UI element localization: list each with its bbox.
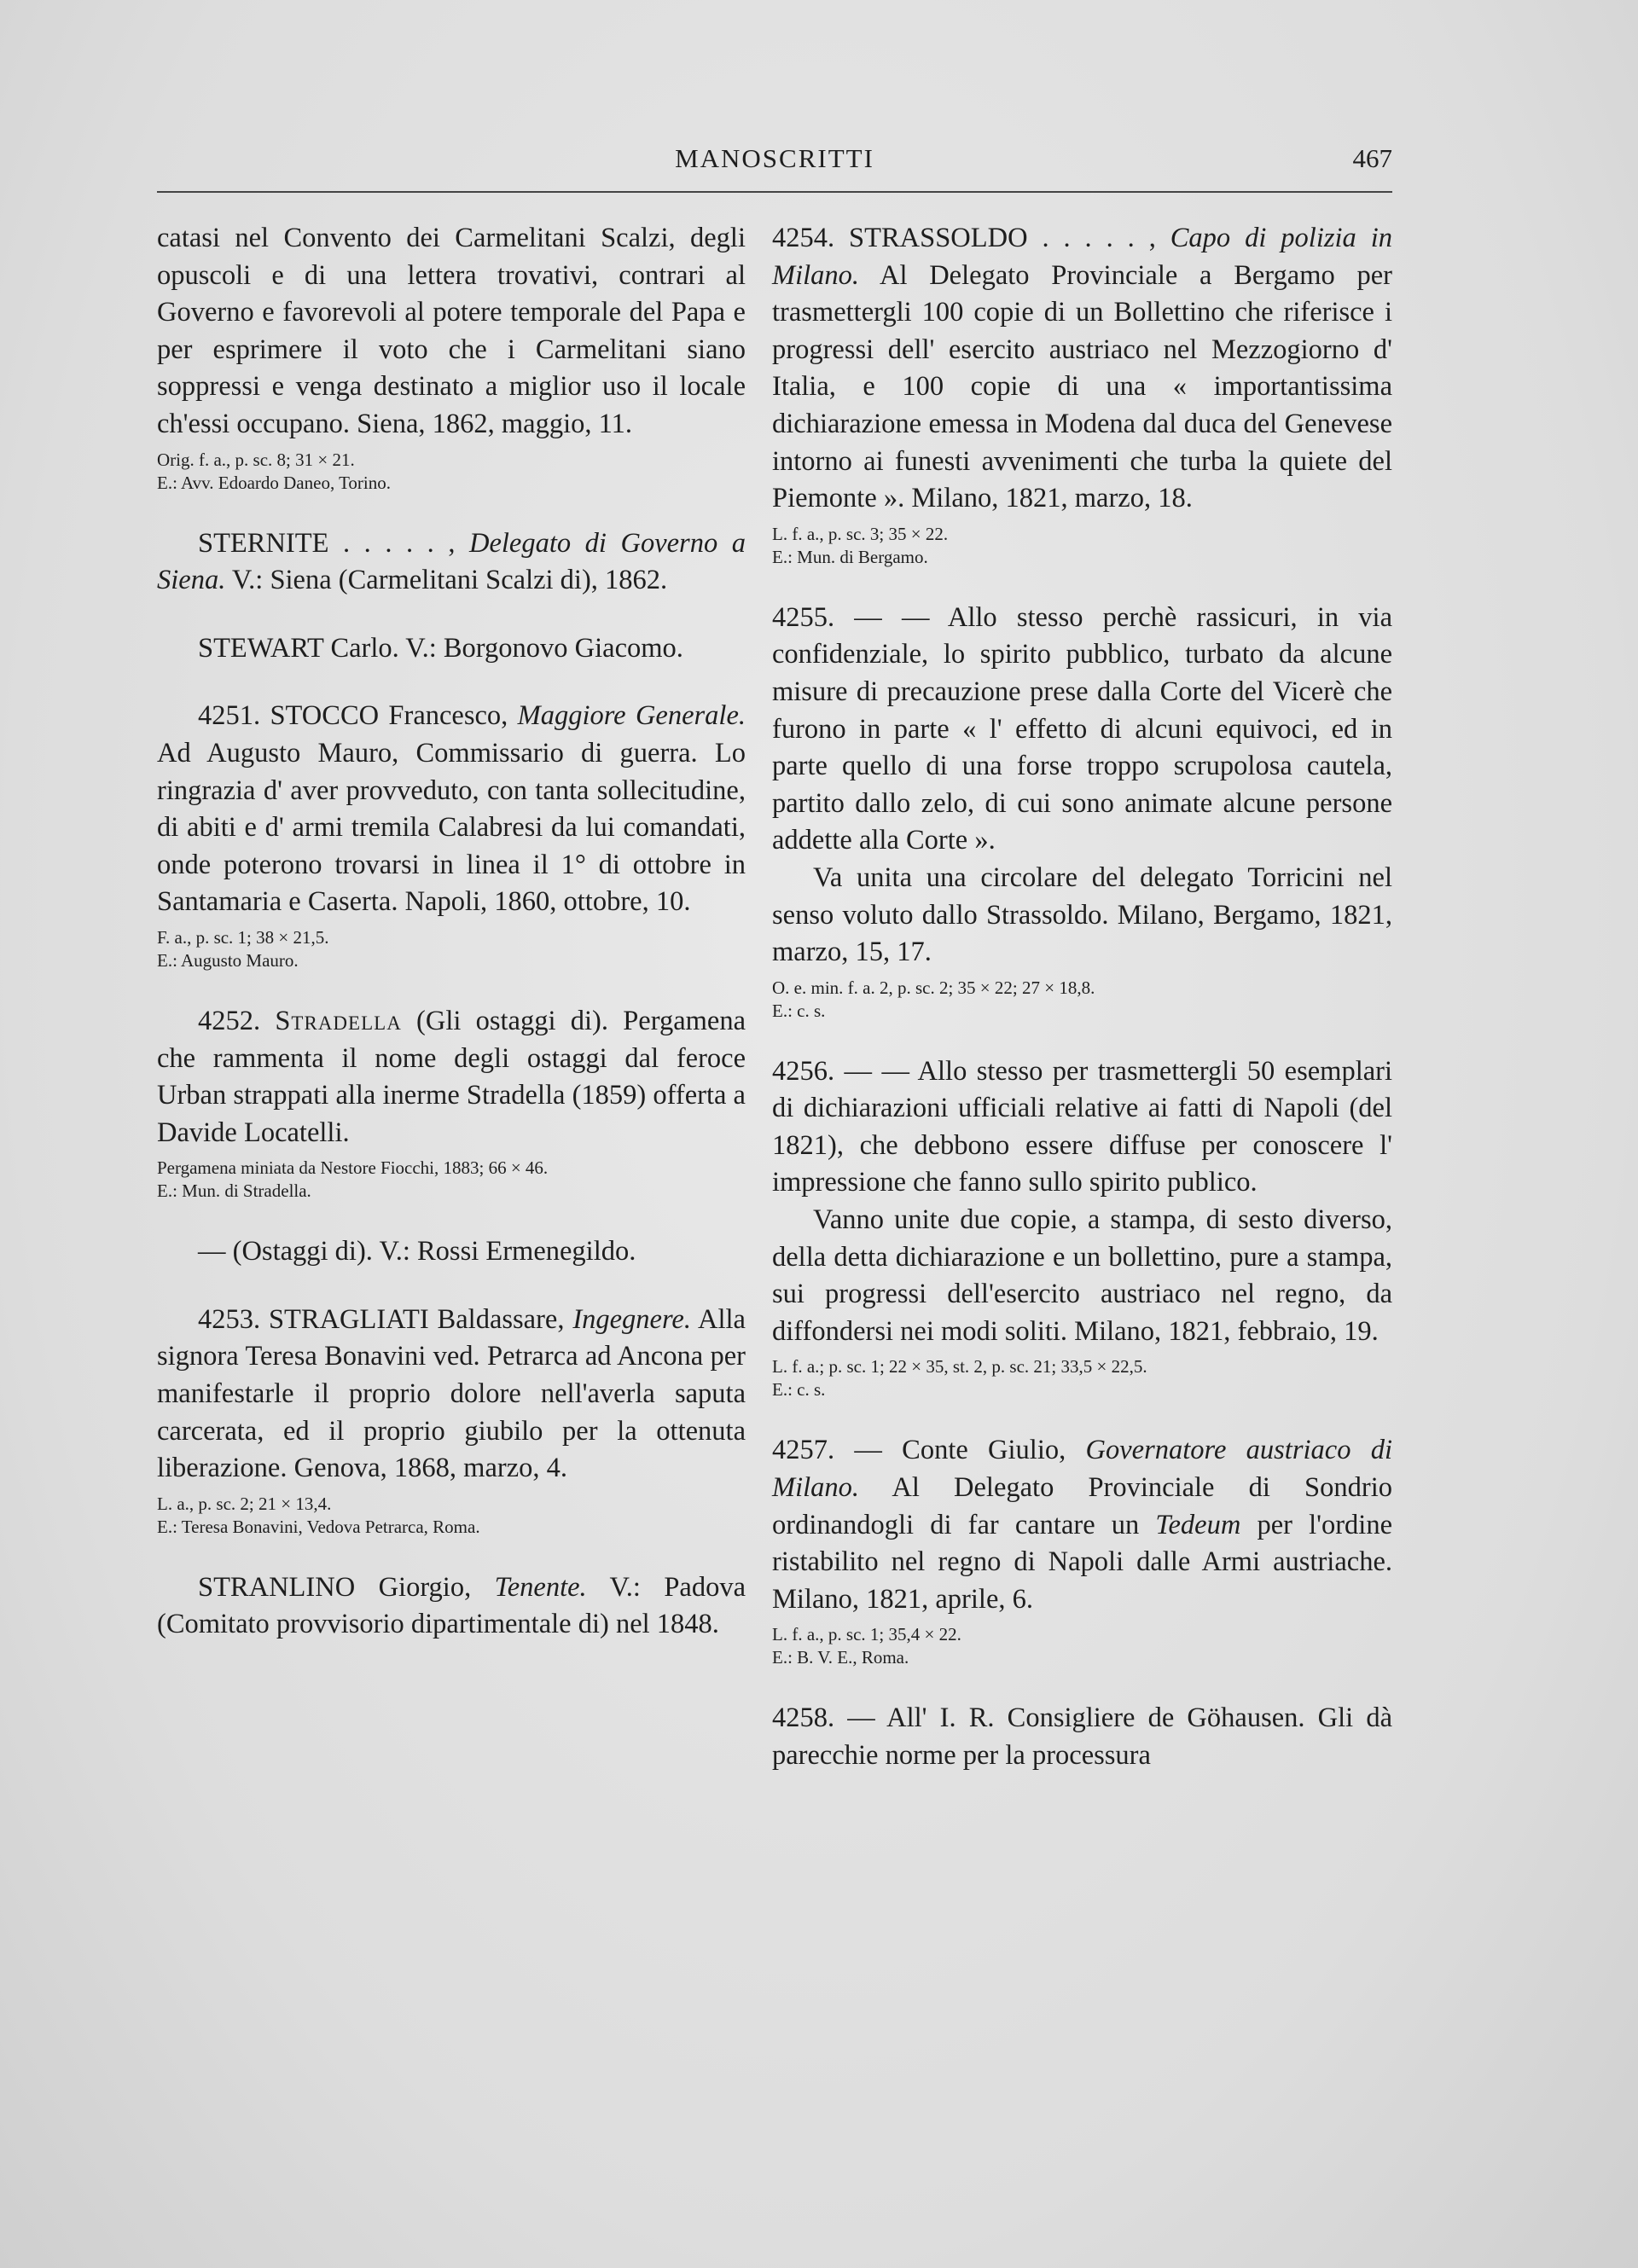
entry-head: 4254. STRASSOLDO . . . . . , xyxy=(772,223,1156,253)
entry-text xyxy=(772,220,1392,518)
entry-head: STERNITE . . . . . , xyxy=(198,527,456,559)
running-header xyxy=(157,143,1392,194)
meta-line: Pergamena miniata da Nestore Fiocchi, 1883; 66 × 46. xyxy=(157,1157,549,1179)
entry-meta xyxy=(772,977,1392,1023)
entry-stranlino xyxy=(157,1569,746,1644)
entry-body: Al Delegato Provinciale a Bergamo per trasmettergli 100 copie di un Bollettino che riferisce i progressi dell' esercito austriaco nel Mezzogiorno d' Italia, e 100 copie di una « importantissima dichiarazione emessa in Modena dal duca del Genevese intorno ai funesti avvenimenti che turba la quiete del Piemonte ». Milano, 1821, marzo, 18. xyxy=(772,259,1392,514)
entry-sternite xyxy=(157,525,746,600)
meta-line: L. a., p. sc. 2; 21 × 13,4. xyxy=(157,1493,332,1514)
entry-ostaggi xyxy=(157,1233,746,1271)
entry-meta xyxy=(772,1355,1392,1401)
entry-stewart xyxy=(157,630,746,668)
entry-body: Al Delegato Provinciale di Sondrio ordinandogli di far cantare un xyxy=(772,1472,1392,1540)
entry-head: Stradella xyxy=(275,1005,402,1036)
entry-italic-word: Tedeum xyxy=(1155,1509,1241,1540)
entry-4257 xyxy=(772,1432,1392,1669)
entry-rest: V.: Siena (Carmelitani Scalzi di), 1862. xyxy=(231,565,668,596)
page-number: 467 xyxy=(1352,143,1392,173)
meta-line: L. f. a.; p. sc. 1; 22 × 35, st. 2, p. sc. 21; 33,5 × 22,5. xyxy=(772,1356,1147,1378)
entry-text-2: Vanno unite due copie, a stampa, di sesto diverso, della detta dichiarazione e un bollettino, pure a stampa, sui progressi dell'esercito austriaco nel regno, da diffondersi nei modi soliti. Milano, 1821, febbraio, 19. xyxy=(772,1204,1392,1347)
meta-line: L. f. a., p. sc. 1; 35,4 × 22. xyxy=(772,1624,961,1645)
entry-body: Alla signora Teresa Bonavini ved. Petrarca ad Ancona per manifestarle il proprio dolore nell'averla saputa carcerata, ed il proprio giubilo per la ottenuta liberazione. Genova, 1868, marzo, 4. xyxy=(157,1303,746,1484)
entry-meta xyxy=(157,1493,746,1539)
entry-text xyxy=(157,1569,746,1644)
entry-text: catasi nel Convento dei Carmelitani Scalzi, degli opuscoli e di una lettera trovativi, contrari al Governo e favorevoli al potere temporale del Papa e per esprimere il voto che i Carmelitani siano soppressi e venga destinato a miglior uso il locale ch'essi occupano. Siena, 1862, maggio, 11. xyxy=(157,223,746,439)
meta-line: O. e. min. f. a. 2, p. sc. 2; 35 × 22; 27 × 18,8. xyxy=(772,977,1095,998)
entry-text-2: Va unita una circolare del delegato Torricini nel senso voluto dallo Strassoldo. Milano, Bergamo, 1821, marzo, 15, 17. xyxy=(772,861,1392,968)
entry-continuation xyxy=(157,220,746,495)
entry-text xyxy=(157,698,746,921)
meta-line: Orig. f. a., p. sc. 8; 31 × 21. xyxy=(157,449,355,470)
entry-text xyxy=(157,1003,746,1151)
entry-meta xyxy=(157,449,746,495)
meta-line: E.: Mun. di Stradella. xyxy=(157,1180,311,1202)
entry-meta xyxy=(157,926,746,972)
entry-role: Delegato di Governo a Siena. xyxy=(157,527,746,596)
entry-head: 4251. STOCCO Francesco, xyxy=(198,700,508,732)
meta-line: E.: c. s. xyxy=(772,1379,826,1401)
entry-head: 4253. STRAGLIATI Baldassare, xyxy=(198,1303,565,1335)
right-column xyxy=(772,220,1392,1806)
entry-role: Capo di polizia in Milano. xyxy=(772,223,1392,291)
entry-meta xyxy=(772,523,1392,569)
entry-role: Governatore austriaco di Milano. xyxy=(772,1435,1392,1504)
meta-line: E.: c. s. xyxy=(772,1000,826,1021)
entry-text: — (Ostaggi di). V.: Rossi Ermenegildo. xyxy=(198,1236,636,1267)
entry-4252 xyxy=(157,1003,746,1203)
entry-role: Ingegnere. xyxy=(572,1303,691,1335)
entry-meta xyxy=(157,1157,746,1203)
entry-body: V.: Padova (Comitato provvisorio dipartimentale di) nel 1848. xyxy=(157,1571,746,1640)
meta-line: E.: B. V. E., Roma. xyxy=(772,1647,909,1668)
entry-text xyxy=(772,1432,1392,1618)
entry-4254 xyxy=(772,220,1392,569)
meta-line: E.: Avv. Edoardo Daneo, Torino. xyxy=(157,472,392,493)
entry-text: 4258. — All' I. R. Consigliere de Göhausen. Gli dà parecchie norme per la processura xyxy=(772,1702,1392,1771)
entry-text xyxy=(157,525,746,600)
entry-4256 xyxy=(772,1053,1392,1402)
entry-role: Tenente. xyxy=(494,1571,587,1603)
entry-text: 4255. — — Allo stesso perchè rassicuri, in via confidenziale, lo spirito pubblico, turbato da alcune misure di precauzione prese dalla Corte del Vicerè che furono in parte « l' effetto di alcuni equivoci, ed in parte quello di una forse troppo scrupolosa cautela, partito dallo zelo, di cui sono animate alcune persone addette alla Corte ». xyxy=(772,601,1392,856)
entry-4258 xyxy=(772,1700,1392,1774)
entry-body-2: per l'ordine ristabilito nel regno di Napoli dalle Armi austriache. Milano, 1821, aprile, 6. xyxy=(772,1509,1393,1615)
entry-4255 xyxy=(772,600,1392,1023)
left-column xyxy=(157,220,746,1674)
meta-line: E.: Augusto Mauro. xyxy=(157,949,299,971)
entry-head: 4257. — Conte Giulio, xyxy=(772,1435,1066,1466)
entry-text: STEWART Carlo. V.: Borgonovo Giacomo. xyxy=(198,632,683,664)
entry-number: 4252. xyxy=(198,1005,261,1036)
entry-meta xyxy=(772,1623,1392,1669)
entry-body: Ad Augusto Mauro, Commissario di guerra. Lo ringrazia d' aver provveduto, con tanta sollecitudine, di abiti e d' armi tremila Calabresi da lui comandati, onde poterono trovarsi in linea il 1° di ottobre in Santamaria e Caserta. Napoli, 1860, ottobre, 10. xyxy=(157,737,746,918)
entry-body: (Gli ostaggi di). Pergamena che rammenta il nome degli ostaggi dal feroce Urban strappati alla inerme Stradella (1859) offerta a Davide Locatelli. xyxy=(157,1005,746,1148)
meta-line: F. a., p. sc. 1; 38 × 21,5. xyxy=(157,926,329,948)
meta-line: L. f. a., p. sc. 3; 35 × 22. xyxy=(772,523,949,544)
entry-4253 xyxy=(157,1302,746,1539)
page-title: MANOSCRITTI xyxy=(675,143,874,173)
entry-head: STRANLINO Giorgio, xyxy=(198,1571,472,1603)
entry-4251 xyxy=(157,698,746,972)
meta-line: E.: Mun. di Bergamo. xyxy=(772,546,928,567)
meta-line: E.: Teresa Bonavini, Vedova Petrarca, Roma. xyxy=(157,1516,480,1537)
header-rule xyxy=(157,191,1392,193)
entry-text xyxy=(157,1302,746,1488)
entry-role: Maggiore Generale. xyxy=(517,700,746,732)
entry-text: 4256. — — Allo stesso per trasmettergli 50 esemplari di dichiarazioni ufficiali relative ai fatti di Napoli (del 1821), che debbono essere diffuse per conoscere l' impressione che fanno sullo spirito publico. xyxy=(772,1055,1392,1198)
